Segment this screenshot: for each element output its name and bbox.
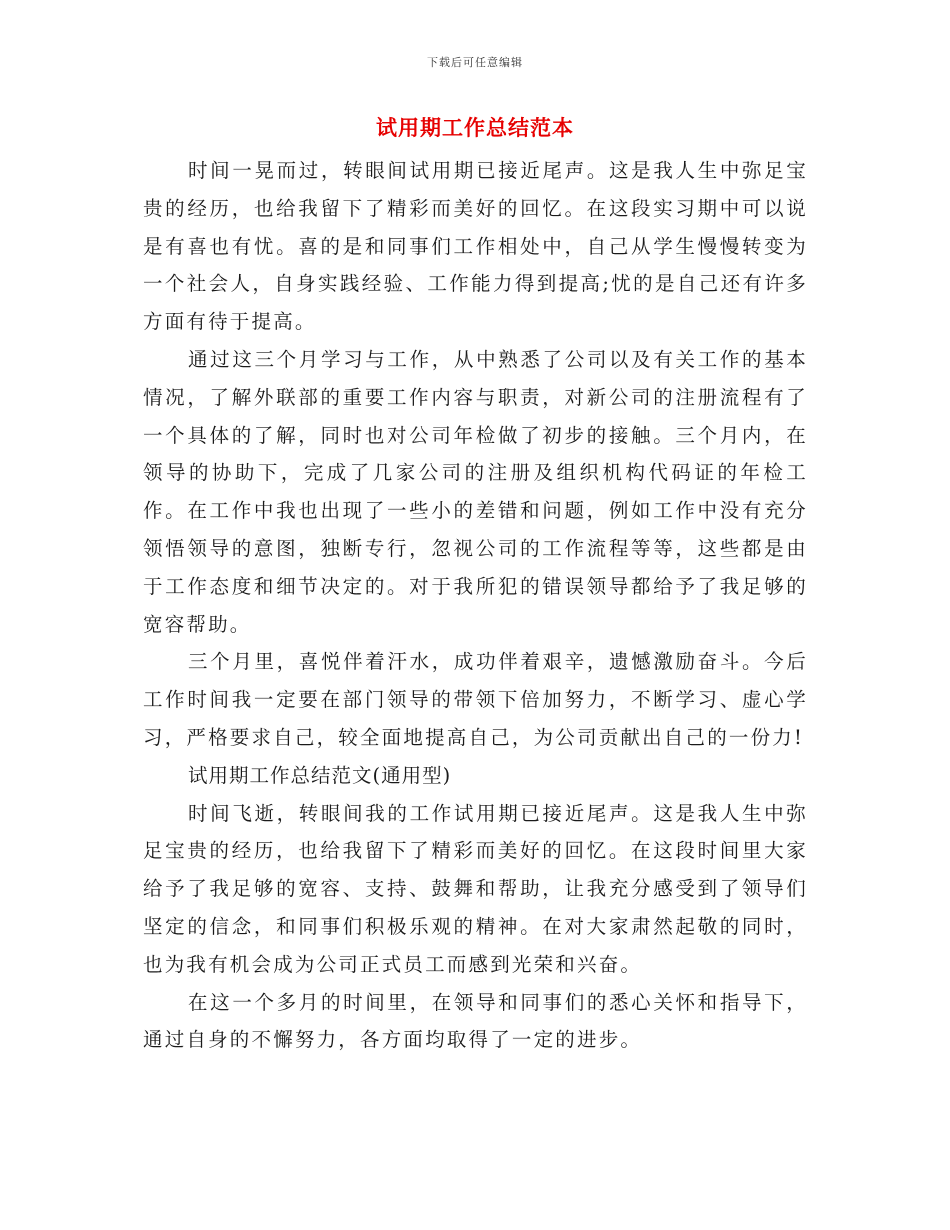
document-title: 试用期工作总结范本 — [376, 115, 574, 140]
paragraph-5: 在这一个多月的时间里，在领导和同事们的悉心关怀和指导下，通过自身的不懈努力，各方面均取得了一定的进步。 — [143, 990, 808, 1052]
header-note: 下载后可任意编辑 — [427, 56, 523, 69]
paragraph-1: 时间一晃而过，转眼间试用期已接近尾声。这是我人生中弥足宝贵的经历，也给我留下了精彩而美好的回忆。在这段实习期中可以说是有喜也有忧。喜的是和同事们工作相处中，自己从学生慢慢转变为一个社会人，自身实践经验、工作能力得到提高;忧的是自己还有许多方面有待于提高。 — [143, 159, 808, 334]
document-body — [143, 152, 808, 1059]
paragraph-4: 时间飞逝，转眼间我的工作试用期已接近尾声。这是我人生中弥足宝贵的经历，也给我留下了精彩而美好的回忆。在这段时间里大家给予了我足够的宽容、支持、鼓舞和帮助，让我充分感受到了领导们坚定的信念，和同事们积极乐观的精神。在对大家肃然起敬的同时，也为我有机会成为公司正式员工而感到光荣和兴奋。 — [143, 801, 808, 976]
paragraph-3: 三个月里，喜悦伴着汗水，成功伴着艰辛，遗憾激励奋斗。今后工作时间我一定要在部门领导的带领下倍加努力，不断学习、虚心学习，严格要求自己，较全面地提高自己，为公司贡献出自己的一份力! — [143, 650, 808, 749]
section-subheading: 试用期工作总结范文(通用型) — [188, 763, 452, 787]
paragraph-2: 通过这三个月学习与工作，从中熟悉了公司以及有关工作的基本情况，了解外联部的重要工作内容与职责，对新公司的注册流程有了一个具体的了解，同时也对公司年检做了初步的接触。三个月内，在领导的协助下，完成了几家公司的注册及组织机构代码证的年检工作。在工作中我也出现了一些小的差错和问题，例如工作中没有充分领悟领导的意图，独断专行，忽视公司的工作流程等等，这些都是由于工作态度和细节决定的。对于我所犯的错误领导都给予了我足够的宽容帮助。 — [143, 347, 808, 636]
